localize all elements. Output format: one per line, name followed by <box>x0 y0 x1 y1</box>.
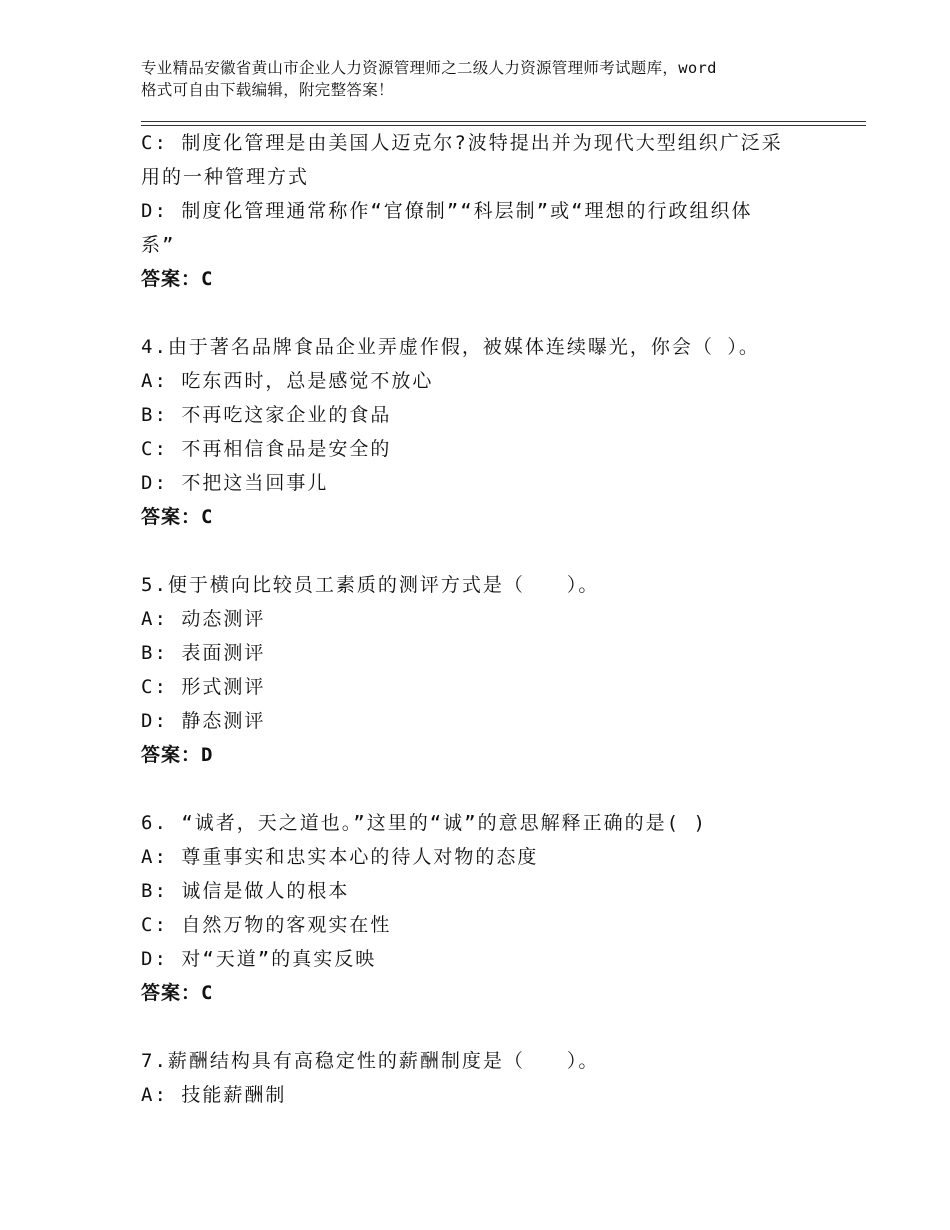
option-a: A: 动态测评 <box>141 608 266 630</box>
option-b: B: 不再吃这家企业的食品 <box>141 404 392 426</box>
spacer <box>141 534 841 568</box>
answer: 答案：C <box>141 268 214 290</box>
header-line-2: 格式可自由下载编辑，附完整答案！ <box>141 81 394 99</box>
option-b: B: 表面测评 <box>141 642 266 664</box>
question-3 <box>141 126 841 296</box>
option-c: C: 自然万物的客观实在性 <box>141 914 392 936</box>
option-a: A: 技能薪酬制 <box>141 1084 287 1106</box>
option-d-line-1: D: 制度化管理通常称作“官僚制”“科层制”或“理想的行政组织体 <box>141 200 753 222</box>
option-a: A: 尊重事实和忠实本心的待人对物的态度 <box>141 846 539 868</box>
option-c-line-2: 用的一种管理方式 <box>141 166 310 188</box>
answer: 答案：C <box>141 506 214 528</box>
option-d-line-2: 系” <box>141 234 176 256</box>
spacer <box>141 296 841 330</box>
option-c-line-1: C: 制度化管理是由美国人迈克尔?波特提出并为现代大型组织广泛采 <box>141 132 783 154</box>
question-stem: 6. “诚者，天之道也。”这里的“诚”的意思解释正确的是( ) <box>141 812 707 834</box>
option-d: D: 对“天道”的真实反映 <box>141 948 377 970</box>
question-5 <box>141 568 841 772</box>
option-a: A: 吃东西时，总是感觉不放心 <box>141 370 434 392</box>
question-stem: 4.由于著名品牌食品企业弄虚作假，被媒体连续曝光，你会（ ）。 <box>141 336 760 358</box>
option-c: C: 不再相信食品是安全的 <box>141 438 392 460</box>
answer: 答案：C <box>141 982 214 1004</box>
option-c: C: 形式测评 <box>141 676 266 698</box>
header-line-1: 专业精品安徽省黄山市企业人力资源管理师之二级人力资源管理师考试题库，word <box>141 59 717 77</box>
question-list <box>141 126 841 1112</box>
question-4 <box>141 330 841 534</box>
spacer <box>141 772 841 806</box>
option-d: D: 不把这当回事儿 <box>141 472 329 494</box>
option-d: D: 静态测评 <box>141 710 266 732</box>
option-b: B: 诚信是做人的根本 <box>141 880 350 902</box>
question-6 <box>141 806 841 1010</box>
question-7 <box>141 1044 841 1112</box>
header-rule-top <box>141 121 866 122</box>
answer: 答案：D <box>141 744 214 766</box>
question-stem: 7.薪酬结构具有高稳定性的薪酬制度是（ ）。 <box>141 1050 600 1072</box>
spacer <box>141 1010 841 1044</box>
question-stem: 5.便于横向比较员工素质的测评方式是（ ）。 <box>141 574 600 596</box>
document-header <box>141 57 841 101</box>
